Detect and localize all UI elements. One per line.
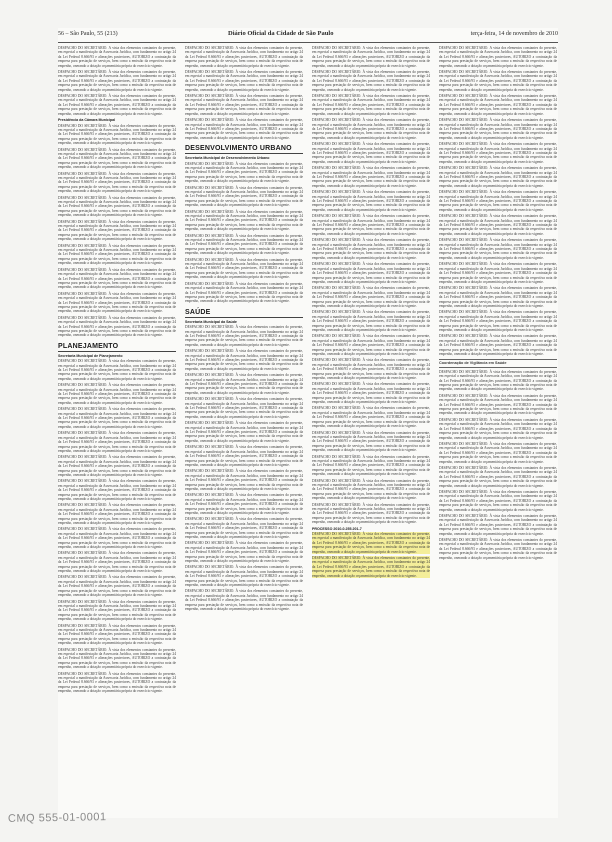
- article-text: DESPACHO DO SECRETÁRIO. À vista dos elementos constantes do presente, em especial a manifestação da Assessoria Jurídica, com fundamento no artigo 24 da Lei Federal 8.666/93 e alterações posteriores, AUTORIZO a contratação da empresa para prestação de serviços, bem como a emissão da respectiva nota de empenho, onerando a dotação orçamentária própria do exercício vigente.: [312, 70, 430, 92]
- article-text: DESPACHO DO SECRETÁRIO. À vista dos elementos constantes do presente, em especial a manifestação da Assessoria Jurídica, com fundamento no artigo 24 da Lei Federal 8.666/93 e alterações posteriores, AUTORIZO a contratação da empresa para prestação de serviços, bem como a emissão da respectiva nota de empenho, onerando a dotação orçamentária própria do exercício vigente.: [185, 94, 303, 116]
- article-text: DESPACHO DO SECRETÁRIO. À vista dos elementos constantes do presente, em especial a manifestação da Assessoria Jurídica, com fundamento no artigo 24 da Lei Federal 8.666/93 e alterações posteriores, AUTORIZO a contratação da empresa para prestação de serviços, bem como a emissão da respectiva nota de empenho, onerando a dotação orçamentária própria do exercício vigente.: [185, 469, 303, 491]
- article-text: DESPACHO DO SECRETÁRIO. À vista dos elementos constantes do presente, em especial a manifestação da Assessoria Jurídica, com fundamento no artigo 24 da Lei Federal 8.666/93 e alterações posteriores, AUTORIZO a contratação da empresa para prestação de serviços, bem como a emissão da respectiva nota de empenho, onerando a dotação orçamentária própria do exercício vigente.: [439, 393, 557, 416]
- article-text: DESPACHO DO SECRETÁRIO. À vista dos elementos constantes do presente, em especial a manifestação da Assessoria Jurídica, com fundamento no artigo 24 da Lei Federal 8.666/93 e alterações posteriores, AUTORIZO a contratação da empresa para prestação de serviços, bem como a emissão da respectiva nota de empenho, onerando a dotação orçamentária própria do exercício vigente.: [312, 382, 430, 405]
- article-text: DESPACHO DO SECRETÁRIO. À vista dos elementos constantes do presente, em especial a manifestação da Assessoria Jurídica, com fundamento no artigo 24 da Lei Federal 8.666/93 e alterações posteriores, AUTORIZO a contratação da empresa para prestação de serviços, bem como a emissão da respectiva nota de empenho, onerando a dotação orçamentária própria do exercício vigente.: [58, 407, 176, 429]
- article-text: DESPACHO DO SECRETÁRIO. À vista dos elementos constantes do presente, em especial a manifestação da Assessoria Jurídica, com fundamento no artigo 24 da Lei Federal 8.666/93 e alterações posteriores, AUTORIZO a contratação da empresa para prestação de serviços, bem como a emissão da respectiva nota de empenho, onerando a dotação orçamentária própria do exercício vigente.: [58, 267, 176, 290]
- publication-date: terça-feira, 14 de novembro de 2010: [470, 31, 558, 37]
- article-text: DESPACHO DO SECRETÁRIO. À vista dos elementos constantes do presente, em especial a manifestação da Assessoria Jurídica, com fundamento no artigo 24 da Lei Federal 8.666/93 e alterações posteriores, AUTORIZO a contratação da empresa para prestação de serviços, bem como a emissão da respectiva nota de empenho, onerando a dotação orçamentária própria do exercício vigente.: [185, 209, 303, 232]
- article-text: DESPACHO DO SECRETÁRIO. À vista dos elementos constantes do presente, em especial a manifestação da Assessoria Jurídica, com fundamento no artigo 24 da Lei Federal 8.666/93 e alterações posteriores, AUTORIZO a contratação da empresa para prestação de serviços, bem como a emissão da respectiva nota de empenho, onerando a dotação orçamentária própria do exercício vigente.: [185, 257, 303, 280]
- column-2: [185, 46, 303, 816]
- article-text: DESPACHO DO SECRETÁRIO. À vista dos elementos constantes do presente, em especial a manifestação da Assessoria Jurídica, com fundamento no artigo 24 da Lei Federal 8.666/93 e alterações posteriores, AUTORIZO a contratação da empresa para prestação de serviços, bem como a emissão da respectiva nota de empenho, onerando a dotação orçamentária própria do exercício vigente.: [58, 315, 176, 338]
- article-text: DESPACHO DO SECRETÁRIO. À vista dos elementos constantes do presente, em especial a manifestação da Assessoria Jurídica, com fundamento no artigo 24 da Lei Federal 8.666/93 e alterações posteriores, AUTORIZO a contratação da empresa para prestação de serviços, bem como a emissão da respectiva nota de empenho, onerando a dotação orçamentária própria do exercício vigente.: [439, 238, 557, 260]
- article-text: DESPACHO DO SECRETÁRIO. À vista dos elementos constantes do presente, em especial a manifestação da Assessoria Jurídica, com fundamento no artigo 24 da Lei Federal 8.666/93 e alterações posteriores, AUTORIZO a contratação da empresa para prestação de serviços, bem como a emissão da respectiva nota de empenho, onerando a dotação orçamentária própria do exercício vigente.: [439, 441, 557, 464]
- section-title-saude: SAÚDE: [185, 308, 303, 318]
- article-text: DESPACHO DO SECRETÁRIO. À vista dos elementos constantes do presente, em especial a manifestação da Assessoria Jurídica, com fundamento no artigo 24 da Lei Federal 8.666/93 e alterações posteriores, AUTORIZO a contratação da empresa para prestação de serviços, bem como a emissão da respectiva nota de empenho, onerando a dotação orçamentária própria do exercício vigente.: [58, 455, 176, 477]
- article-text: DESPACHO DO SECRETÁRIO. À vista dos elementos constantes do presente, em especial a manifestação da Assessoria Jurídica, com fundamento no artigo 24 da Lei Federal 8.666/93 e alterações posteriores, AUTORIZO a contratação da empresa para prestação de serviços, bem como a emissão da respectiva nota de empenho, onerando a dotação orçamentária própria do exercício vigente.: [439, 70, 557, 92]
- article-text: DESPACHO DO SECRETÁRIO. À vista dos elementos constantes do presente, em especial a manifestação da Assessoria Jurídica, com fundamento no artigo 24 da Lei Federal 8.666/93 e alterações posteriores, AUTORIZO a contratação da empresa para prestação de serviços, bem como a emissão da respectiva nota de empenho, onerando a dotação orçamentária própria do exercício vigente.: [58, 551, 176, 574]
- article-text: DESPACHO DO SECRETÁRIO. À vista dos elementos constantes do presente, em especial a manifestação da Assessoria Jurídica, com fundamento no artigo 24 da Lei Federal 8.666/93 e alterações posteriores, AUTORIZO a contratação da empresa para prestação de serviços, bem como a emissão da respectiva nota de empenho, onerando a dotação orçamentária própria do exercício vigente.: [312, 118, 430, 140]
- article-text: DESPACHO DO SECRETÁRIO. À vista dos elementos constantes do presente, em especial a manifestação da Assessoria Jurídica, com fundamento no artigo 24 da Lei Federal 8.666/93 e alterações posteriores, AUTORIZO a contratação da empresa para prestação de serviços, bem como a emissão da respectiva nota de empenho, onerando a dotação orçamentária própria do exercício vigente.: [185, 397, 303, 419]
- section-title-planejamento: PLANEJAMENTO: [58, 342, 176, 352]
- article-text: DESPACHO DO SECRETÁRIO. À vista dos elementos constantes do presente, em especial a manifestação da Assessoria Jurídica, com fundamento no artigo 24 da Lei Federal 8.666/93 e alterações posteriores, AUTORIZO a contratação da empresa para prestação de serviços, bem como a emissão da respectiva nota de empenho, onerando a dotação orçamentária própria do exercício vigente.: [439, 465, 557, 488]
- article-text: DESPACHO DO SECRETÁRIO. À vista dos elementos constantes do presente, em especial a manifestação da Assessoria Jurídica, com fundamento no artigo 24 da Lei Federal 8.666/93 e alterações posteriores, AUTORIZO a contratação da empresa para prestação de serviços, bem como a emissão da respectiva nota de empenho, onerando a dotação orçamentária própria do exercício vigente.: [312, 406, 430, 429]
- article-text: DESPACHO DO SECRETÁRIO. À vista dos elementos constantes do presente, em especial a manifestação da Assessoria Jurídica, com fundamento no artigo 24 da Lei Federal 8.666/93 e alterações posteriores, AUTORIZO a contratação da empresa para prestação de serviços, bem como a emissão da respectiva nota de empenho, onerando a dotação orçamentária própria do exercício vigente.: [58, 503, 176, 525]
- article-text: DESPACHO DO SECRETÁRIO. À vista dos elementos constantes do presente, em especial a manifestação da Assessoria Jurídica, com fundamento no artigo 24 da Lei Federal 8.666/93 e alterações posteriores, AUTORIZO a contratação da empresa para prestação de serviços, bem como a emissão da respectiva nota de empenho, onerando a dotação orçamentária própria do exercício vigente.: [185, 493, 303, 515]
- article-text: DESPACHO DO SECRETÁRIO. À vista dos elementos constantes do presente, em especial a manifestação da Assessoria Jurídica, com fundamento no artigo 24 da Lei Federal 8.666/93 e alterações posteriores, AUTORIZO a contratação da empresa para prestação de serviços, bem como a emissão da respectiva nota de empenho, onerando a dotação orçamentária própria do exercício vigente.: [439, 190, 557, 212]
- article-text: DESPACHO DO SECRETÁRIO. À vista dos elementos constantes do presente, em especial a manifestação da Assessoria Jurídica, com fundamento no artigo 24 da Lei Federal 8.666/93 e alterações posteriores, AUTORIZO a contratação da empresa para prestação de serviços, bem como a emissão da respectiva nota de empenho, onerando a dotação orçamentária própria do exercício vigente.: [185, 589, 303, 612]
- article-text: DESPACHO DO SECRETÁRIO. À vista dos elementos constantes do presente, em especial a manifestação da Assessoria Jurídica, com fundamento no artigo 24 da Lei Federal 8.666/93 e alterações posteriores, AUTORIZO a contratação da empresa para prestação de serviços, bem como a emissão da respectiva nota de empenho, onerando a dotação orçamentária própria do exercício vigente.: [58, 46, 176, 68]
- article-text: DESPACHO DO SECRETÁRIO. À vista dos elementos constantes do presente, em especial a manifestação da Assessoria Jurídica, com fundamento no artigo 24 da Lei Federal 8.666/93 e alterações posteriores, AUTORIZO a contratação da empresa para prestação de serviços, bem como a emissão da respectiva nota de empenho, onerando a dotação orçamentária própria do exercício vigente.: [58, 671, 176, 694]
- article-text: DESPACHO DO SECRETÁRIO. À vista dos elementos constantes do presente, em especial a manifestação da Assessoria Jurídica, com fundamento no artigo 24 da Lei Federal 8.666/93 e alterações posteriores, AUTORIZO a contratação da empresa para prestação de serviços, bem como a emissão da respectiva nota de empenho, onerando a dotação orçamentária própria do exercício vigente.: [185, 445, 303, 467]
- article-text: DESPACHO DO SECRETÁRIO. À vista dos elementos constantes do presente, em especial a manifestação da Assessoria Jurídica, com fundamento no artigo 24 da Lei Federal 8.666/93 e alterações posteriores, AUTORIZO a contratação da empresa para prestação de serviços, bem como a emissão da respectiva nota de empenho, onerando a dotação orçamentária própria do exercício vigente.: [312, 454, 430, 477]
- article-text: DESPACHO DO SECRETÁRIO. À vista dos elementos constantes do presente, em especial a manifestação da Assessoria Jurídica, com fundamento no artigo 24 da Lei Federal 8.666/93 e alterações posteriores, AUTORIZO a contratação da empresa para prestação de serviços, bem como a emissão da respectiva nota de empenho, onerando a dotação orçamentária própria do exercício vigente.: [439, 369, 557, 392]
- article-text: DESPACHO DO SECRETÁRIO. À vista dos elementos constantes do presente, em especial a manifestação da Assessoria Jurídica, com fundamento no artigo 24 da Lei Federal 8.666/93 e alterações posteriores, AUTORIZO a contratação da empresa para prestação de serviços, bem como a emissão da respectiva nota de empenho, onerando a dotação orçamentária própria do exercício vigente.: [312, 166, 430, 188]
- article-text: DESPACHO DO SECRETÁRIO. À vista dos elementos constantes do presente, em especial a manifestação da Assessoria Jurídica, com fundamento no artigo 24 da Lei Federal 8.666/93 e alterações posteriores, AUTORIZO a contratação da empresa para prestação de serviços, bem como a emissão da respectiva nota de empenho, onerando a dotação orçamentária própria do exercício vigente.: [312, 190, 430, 212]
- article-text: DESPACHO DO SECRETÁRIO. À vista dos elementos constantes do presente, em especial a manifestação da Assessoria Jurídica, com fundamento no artigo 24 da Lei Federal 8.666/93 e alterações posteriores, AUTORIZO a contratação da empresa para prestação de serviços, bem como a emissão da respectiva nota de empenho, onerando a dotação orçamentária própria do exercício vigente.: [439, 262, 557, 284]
- article-text: DESPACHO DO SECRETÁRIO. À vista dos elementos constantes do presente, em especial a manifestação da Assessoria Jurídica, com fundamento no artigo 24 da Lei Federal 8.666/93 e alterações posteriores, AUTORIZO a contratação da empresa para prestação de serviços, bem como a emissão da respectiva nota de empenho, onerando a dotação orçamentária própria do exercício vigente.: [312, 502, 430, 525]
- section-subheading: Secretaria Municipal de Planejamento: [58, 353, 123, 358]
- article-text: DESPACHO DO SECRETÁRIO. À vista dos elementos constantes do presente, em especial a manifestação da Assessoria Jurídica, com fundamento no artigo 24 da Lei Federal 8.666/93 e alterações posteriores, AUTORIZO a contratação da empresa para prestação de serviços, bem como a emissão da respectiva nota de empenho, onerando a dotação orçamentária própria do exercício vigente.: [185, 541, 303, 564]
- section-box-header: Coordenação de Vigilância em Saúde: [439, 359, 557, 367]
- article-text: DESPACHO DO SECRETÁRIO. À vista dos elementos constantes do presente, em especial a manifestação da Assessoria Jurídica, com fundamento no artigo 24 da Lei Federal 8.666/93 e alterações posteriores, AUTORIZO a contratação da empresa para prestação de serviços, bem como a emissão da respectiva nota de empenho, onerando a dotação orçamentária própria do exercício vigente.: [185, 233, 303, 256]
- article-text: DESPACHO DO SECRETÁRIO. À vista dos elementos constantes do presente, em especial a manifestação da Assessoria Jurídica, com fundamento no artigo 24 da Lei Federal 8.666/93 e alterações posteriores, AUTORIZO a contratação da empresa para prestação de serviços, bem como a emissão da respectiva nota de empenho, onerando a dotação orçamentária própria do exercício vigente.: [58, 171, 176, 194]
- article-text: DESPACHO DO SECRETÁRIO. À vista dos elementos constantes do presente, em especial a manifestação da Assessoria Jurídica, com fundamento no artigo 24 da Lei Federal 8.666/93 e alterações posteriores, AUTORIZO a contratação da empresa para prestação de serviços, bem como a emissão da respectiva nota de empenho, onerando a dotação orçamentária própria do exercício vigente.: [58, 575, 176, 598]
- handwritten-stamp: CMQ 555-01-0001: [7, 811, 107, 825]
- article-text: DESPACHO DO SECRETÁRIO. À vista dos elementos constantes do presente, em especial a manifestação da Assessoria Jurídica, com fundamento no artigo 24 da Lei Federal 8.666/93 e alterações posteriores, AUTORIZO a contratação da empresa para prestação de serviços, bem como a emissão da respectiva nota de empenho, onerando a dotação orçamentária própria do exercício vigente.: [185, 161, 303, 184]
- article-text: DESPACHO DO SECRETÁRIO. À vista dos elementos constantes do presente, em especial a manifestação da Assessoria Jurídica, com fundamento no artigo 24 da Lei Federal 8.666/93 e alterações posteriores, AUTORIZO a contratação da empresa para prestação de serviços, bem como a emissão da respectiva nota de empenho, onerando a dotação orçamentária própria do exercício vigente.: [58, 291, 176, 314]
- article-text: DESPACHO DO SECRETÁRIO. À vista dos elementos constantes do presente, em especial a manifestação da Assessoria Jurídica, com fundamento no artigo 24 da Lei Federal 8.666/93 e alterações posteriores, AUTORIZO a contratação da empresa para prestação de serviços, bem como a emissão da respectiva nota de empenho, onerando a dotação orçamentária própria do exercício vigente.: [439, 142, 557, 164]
- article-text: DESPACHO DO SECRETÁRIO. À vista dos elementos constantes do presente, em especial a manifestação da Assessoria Jurídica, com fundamento no artigo 24 da Lei Federal 8.666/93 e alterações posteriores, AUTORIZO a contratação da empresa para prestação de serviços, bem como a emissão da respectiva nota de empenho, onerando a dotação orçamentária própria do exercício vigente.: [58, 479, 176, 501]
- article-text: DESPACHO DO SECRETÁRIO. À vista dos elementos constantes do presente, em especial a manifestação da Assessoria Jurídica, com fundamento no artigo 24 da Lei Federal 8.666/93 e alterações posteriores, AUTORIZO a contratação da empresa para prestação de serviços, bem como a emissão da respectiva nota de empenho, onerando a dotação orçamentária própria do exercício vigente.: [58, 94, 176, 116]
- article-text: DESPACHO DO SECRETÁRIO. À vista dos elementos constantes do presente, em especial a manifestação da Assessoria Jurídica, com fundamento no artigo 24 da Lei Federal 8.666/93 e alterações posteriores, AUTORIZO a contratação da empresa para prestação de serviços, bem como a emissão da respectiva nota de empenho, onerando a dotação orçamentária própria do exercício vigente.: [312, 214, 430, 236]
- article-text: DESPACHO DO SECRETÁRIO. À vista dos elementos constantes do presente, em especial a manifestação da Assessoria Jurídica, com fundamento no artigo 24 da Lei Federal 8.666/93 e alterações posteriores, AUTORIZO a contratação da empresa para prestação de serviços, bem como a emissão da respectiva nota de empenho, onerando a dotação orçamentária própria do exercício vigente.: [312, 142, 430, 164]
- article-text: DESPACHO DO SECRETÁRIO. À vista dos elementos constantes do presente, em especial a manifestação da Assessoria Jurídica, com fundamento no artigo 24 da Lei Federal 8.666/93 e alterações posteriores, AUTORIZO a contratação da empresa para prestação de serviços, bem como a emissão da respectiva nota de empenho, onerando a dotação orçamentária própria do exercício vigente.: [312, 310, 430, 332]
- article-text: DESPACHO DO SECRETÁRIO. À vista dos elementos constantes do presente, em especial a manifestação da Assessoria Jurídica, com fundamento no artigo 24 da Lei Federal 8.666/93 e alterações posteriores, AUTORIZO a contratação da empresa para prestação de serviços, bem como a emissão da respectiva nota de empenho, onerando a dotação orçamentária própria do exercício vigente.: [312, 334, 430, 356]
- highlighted-text: DESPACHO DO SECRETÁRIO. À vista dos elementos constantes do presente, em especial a manifestação da Assessoria Jurídica, com fundamento no artigo 24 da Lei Federal 8.666/93 e alterações posteriores, AUTORIZO a contratação da empresa para prestação de serviços, bem como a emissão da respectiva nota de empenho, onerando a dotação orçamentária própria do exercício vigente.: [312, 556, 430, 578]
- section-title-desenvolvimento: DESENVOLVIMENTO URBANO: [185, 144, 303, 154]
- article-text: DESPACHO DO SECRETÁRIO. À vista dos elementos constantes do presente, em especial a manifestação da Assessoria Jurídica, com fundamento no artigo 24 da Lei Federal 8.666/93 e alterações posteriores, AUTORIZO a contratação da empresa para prestação de serviços, bem como a emissão da respectiva nota de empenho, onerando a dotação orçamentária própria do exercício vigente.: [185, 185, 303, 208]
- article-text: DESPACHO DO SECRETÁRIO. À vista dos elementos constantes do presente, em especial a manifestação da Assessoria Jurídica, com fundamento no artigo 24 da Lei Federal 8.666/93 e alterações posteriores, AUTORIZO a contratação da empresa para prestação de serviços, bem como a emissão da respectiva nota de empenho, onerando a dotação orçamentária própria do exercício vigente.: [185, 118, 303, 140]
- article-text: DESPACHO DO SECRETÁRIO. À vista dos elementos constantes do presente, em especial a manifestação da Assessoria Jurídica, com fundamento no artigo 24 da Lei Federal 8.666/93 e alterações posteriores, AUTORIZO a contratação da empresa para prestação de serviços, bem como a emissão da respectiva nota de empenho, onerando a dotação orçamentária própria do exercício vigente.: [58, 359, 176, 381]
- article-text: DESPACHO DO SECRETÁRIO. À vista dos elementos constantes do presente, em especial a manifestação da Assessoria Jurídica, com fundamento no artigo 24 da Lei Federal 8.666/93 e alterações posteriores, AUTORIZO a contratação da empresa para prestação de serviços, bem como a emissão da respectiva nota de empenho, onerando a dotação orçamentária própria do exercício vigente.: [312, 358, 430, 381]
- newspaper-page: [58, 28, 558, 818]
- article-text: DESPACHO DO SECRETÁRIO. À vista dos elementos constantes do presente, em especial a manifestação da Assessoria Jurídica, com fundamento no artigo 24 da Lei Federal 8.666/93 e alterações posteriores, AUTORIZO a contratação da empresa para prestação de serviços, bem como a emissão da respectiva nota de empenho, onerando a dotação orçamentária própria do exercício vigente.: [58, 599, 176, 622]
- article-text: DESPACHO DO SECRETÁRIO. À vista dos elementos constantes do presente, em especial a manifestação da Assessoria Jurídica, com fundamento no artigo 24 da Lei Federal 8.666/93 e alterações posteriores, AUTORIZO a contratação da empresa para prestação de serviços, bem como a emissão da respectiva nota de empenho, onerando a dotação orçamentária própria do exercício vigente.: [439, 46, 557, 68]
- article-text: DESPACHO DO SECRETÁRIO. À vista dos elementos constantes do presente, em especial a manifestação da Assessoria Jurídica, com fundamento no artigo 24 da Lei Federal 8.666/93 e alterações posteriores, AUTORIZO a contratação da empresa para prestação de serviços, bem como a emissão da respectiva nota de empenho, onerando a dotação orçamentária própria do exercício vigente.: [58, 147, 176, 170]
- column-3: [312, 46, 430, 816]
- section-subheading: Secretaria Municipal da Saúde: [185, 319, 237, 324]
- article-text: DESPACHO DO SECRETÁRIO. À vista dos elementos constantes do presente, em especial a manifestação da Assessoria Jurídica, com fundamento no artigo 24 da Lei Federal 8.666/93 e alterações posteriores, AUTORIZO a contratação da empresa para prestação de serviços, bem como a emissão da respectiva nota de empenho, onerando a dotação orçamentária própria do exercício vigente.: [185, 565, 303, 588]
- article-text: DESPACHO DO SECRETÁRIO. À vista dos elementos constantes do presente, em especial a manifestação da Assessoria Jurídica, com fundamento no artigo 24 da Lei Federal 8.666/93 e alterações posteriores, AUTORIZO a contratação da empresa para prestação de serviços, bem como a emissão da respectiva nota de empenho, onerando a dotação orçamentária própria do exercício vigente.: [58, 623, 176, 646]
- column-4: [439, 46, 557, 816]
- article-text: DESPACHO DO SECRETÁRIO. À vista dos elementos constantes do presente, em especial a manifestação da Assessoria Jurídica, com fundamento no artigo 24 da Lei Federal 8.666/93 e alterações posteriores, AUTORIZO a contratação da empresa para prestação de serviços, bem como a emissão da respectiva nota de empenho, onerando a dotação orçamentária própria do exercício vigente.: [439, 310, 557, 332]
- article-text: DESPACHO DO SECRETÁRIO. À vista dos elementos constantes do presente, em especial a manifestação da Assessoria Jurídica, com fundamento no artigo 24 da Lei Federal 8.666/93 e alterações posteriores, AUTORIZO a contratação da empresa para prestação de serviços, bem como a emissão da respectiva nota de empenho, onerando a dotação orçamentária própria do exercício vigente.: [312, 286, 430, 308]
- article-text: DESPACHO DO SECRETÁRIO. À vista dos elementos constantes do presente, em especial a manifestação da Assessoria Jurídica, com fundamento no artigo 24 da Lei Federal 8.666/93 e alterações posteriores, AUTORIZO a contratação da empresa para prestação de serviços, bem como a emissão da respectiva nota de empenho, onerando a dotação orçamentária própria do exercício vigente.: [58, 70, 176, 92]
- article-text: DESPACHO DO SECRETÁRIO. À vista dos elementos constantes do presente, em especial a manifestação da Assessoria Jurídica, com fundamento no artigo 24 da Lei Federal 8.666/93 e alterações posteriores, AUTORIZO a contratação da empresa para prestação de serviços, bem como a emissão da respectiva nota de empenho, onerando a dotação orçamentária própria do exercício vigente.: [185, 421, 303, 443]
- article-text: DESPACHO DO SECRETÁRIO. À vista dos elementos constantes do presente, em especial a manifestação da Assessoria Jurídica, com fundamento no artigo 24 da Lei Federal 8.666/93 e alterações posteriores, AUTORIZO a contratação da empresa para prestação de serviços, bem como a emissão da respectiva nota de empenho, onerando a dotação orçamentária própria do exercício vigente.: [312, 94, 430, 116]
- article-text: DESPACHO DO SECRETÁRIO. À vista dos elementos constantes do presente, em especial a manifestação da Assessoria Jurídica, com fundamento no artigo 24 da Lei Federal 8.666/93 e alterações posteriores, AUTORIZO a contratação da empresa para prestação de serviços, bem como a emissão da respectiva nota de empenho, onerando a dotação orçamentária própria do exercício vigente.: [185, 281, 303, 304]
- article-text: DESPACHO DO SECRETÁRIO. À vista dos elementos constantes do presente, em especial a manifestação da Assessoria Jurídica, com fundamento no artigo 24 da Lei Federal 8.666/93 e alterações posteriores, AUTORIZO a contratação da empresa para prestação de serviços, bem como a emissão da respectiva nota de empenho, onerando a dotação orçamentária própria do exercício vigente.: [185, 517, 303, 539]
- article-text: DESPACHO DO SECRETÁRIO. À vista dos elementos constantes do presente, em especial a manifestação da Assessoria Jurídica, com fundamento no artigo 24 da Lei Federal 8.666/93 e alterações posteriores, AUTORIZO a contratação da empresa para prestação de serviços, bem como a emissão da respectiva nota de empenho, onerando a dotação orçamentária própria do exercício vigente.: [312, 478, 430, 501]
- article-text: DESPACHO DO SECRETÁRIO. À vista dos elementos constantes do presente, em especial a manifestação da Assessoria Jurídica, com fundamento no artigo 24 da Lei Federal 8.666/93 e alterações posteriores, AUTORIZO a contratação da empresa para prestação de serviços, bem como a emissão da respectiva nota de empenho, onerando a dotação orçamentária própria do exercício vigente.: [58, 243, 176, 266]
- article-text: DESPACHO DO SECRETÁRIO. À vista dos elementos constantes do presente, em especial a manifestação da Assessoria Jurídica, com fundamento no artigo 24 da Lei Federal 8.666/93 e alterações posteriores, AUTORIZO a contratação da empresa para prestação de serviços, bem como a emissão da respectiva nota de empenho, onerando a dotação orçamentária própria do exercício vigente.: [439, 286, 557, 308]
- article-text: DESPACHO DO SECRETÁRIO. À vista dos elementos constantes do presente, em especial a manifestação da Assessoria Jurídica, com fundamento no artigo 24 da Lei Federal 8.666/93 e alterações posteriores, AUTORIZO a contratação da empresa para prestação de serviços, bem como a emissão da respectiva nota de empenho, onerando a dotação orçamentária própria do exercício vigente.: [439, 334, 557, 356]
- section-subheading: PROCESSO 2010-0.255.201-7: [312, 526, 362, 531]
- article-text: DESPACHO DO SECRETÁRIO. À vista dos elementos constantes do presente, em especial a manifestação da Assessoria Jurídica, com fundamento no artigo 24 da Lei Federal 8.666/93 e alterações posteriores, AUTORIZO a contratação da empresa para prestação de serviços, bem como a emissão da respectiva nota de empenho, onerando a dotação orçamentária própria do exercício vigente.: [58, 647, 176, 670]
- article-text: DESPACHO DO SECRETÁRIO. À vista dos elementos constantes do presente, em especial a manifestação da Assessoria Jurídica, com fundamento no artigo 24 da Lei Federal 8.666/93 e alterações posteriores, AUTORIZO a contratação da empresa para prestação de serviços, bem como a emissão da respectiva nota de empenho, onerando a dotação orçamentária própria do exercício vigente.: [312, 430, 430, 453]
- article-text: DESPACHO DO SECRETÁRIO. À vista dos elementos constantes do presente, em especial a manifestação da Assessoria Jurídica, com fundamento no artigo 24 da Lei Federal 8.666/93 e alterações posteriores, AUTORIZO a contratação da empresa para prestação de serviços, bem como a emissão da respectiva nota de empenho, onerando a dotação orçamentária própria do exercício vigente.: [439, 489, 557, 512]
- article-text: DESPACHO DO SECRETÁRIO. À vista dos elementos constantes do presente, em especial a manifestação da Assessoria Jurídica, com fundamento no artigo 24 da Lei Federal 8.666/93 e alterações posteriores, AUTORIZO a contratação da empresa para prestação de serviços, bem como a emissão da respectiva nota de empenho, onerando a dotação orçamentária própria do exercício vigente.: [439, 166, 557, 188]
- article-text: DESPACHO DO SECRETÁRIO. À vista dos elementos constantes do presente, em especial a manifestação da Assessoria Jurídica, com fundamento no artigo 24 da Lei Federal 8.666/93 e alterações posteriores, AUTORIZO a contratação da empresa para prestação de serviços, bem como a emissão da respectiva nota de empenho, onerando a dotação orçamentária própria do exercício vigente.: [185, 325, 303, 347]
- section-subheading: Secretaria Municipal de Desenvolvimento Urbano: [185, 156, 270, 161]
- article-text: DESPACHO DO SECRETÁRIO. À vista dos elementos constantes do presente, em especial a manifestação da Assessoria Jurídica, com fundamento no artigo 24 da Lei Federal 8.666/93 e alterações posteriores, AUTORIZO a contratação da empresa para prestação de serviços, bem como a emissão da respectiva nota de empenho, onerando a dotação orçamentária própria do exercício vigente.: [58, 219, 176, 242]
- article-text: DESPACHO DO SECRETÁRIO. À vista dos elementos constantes do presente, em especial a manifestação da Assessoria Jurídica, com fundamento no artigo 24 da Lei Federal 8.666/93 e alterações posteriores, AUTORIZO a contratação da empresa para prestação de serviços, bem como a emissão da respectiva nota de empenho, onerando a dotação orçamentária própria do exercício vigente.: [58, 123, 176, 146]
- section-subheading: Presidência da Câmara Municipal: [58, 118, 116, 123]
- article-text: DESPACHO DO SECRETÁRIO. À vista dos elementos constantes do presente, em especial a manifestação da Assessoria Jurídica, com fundamento no artigo 24 da Lei Federal 8.666/93 e alterações posteriores, AUTORIZO a contratação da empresa para prestação de serviços, bem como a emissão da respectiva nota de empenho, onerando a dotação orçamentária própria do exercício vigente.: [185, 46, 303, 68]
- article-text: DESPACHO DO SECRETÁRIO. À vista dos elementos constantes do presente, em especial a manifestação da Assessoria Jurídica, com fundamento no artigo 24 da Lei Federal 8.666/93 e alterações posteriores, AUTORIZO a contratação da empresa para prestação de serviços, bem como a emissão da respectiva nota de empenho, onerando a dotação orçamentária própria do exercício vigente.: [439, 214, 557, 236]
- article-text: DESPACHO DO SECRETÁRIO. À vista dos elementos constantes do presente, em especial a manifestação da Assessoria Jurídica, com fundamento no artigo 24 da Lei Federal 8.666/93 e alterações posteriores, AUTORIZO a contratação da empresa para prestação de serviços, bem como a emissão da respectiva nota de empenho, onerando a dotação orçamentária própria do exercício vigente.: [185, 373, 303, 395]
- article-text: DESPACHO DO SECRETÁRIO. À vista dos elementos constantes do presente, em especial a manifestação da Assessoria Jurídica, com fundamento no artigo 24 da Lei Federal 8.666/93 e alterações posteriores, AUTORIZO a contratação da empresa para prestação de serviços, bem como a emissão da respectiva nota de empenho, onerando a dotação orçamentária própria do exercício vigente.: [58, 431, 176, 453]
- highlighted-text: DESPACHO DO SECRETÁRIO. À vista dos elementos constantes do presente, em especial a manifestação da Assessoria Jurídica, com fundamento no artigo 24 da Lei Federal 8.666/93 e alterações posteriores, AUTORIZO a contratação da empresa para prestação de serviços, bem como a emissão da respectiva nota de empenho, onerando a dotação orçamentária própria do exercício vigente.: [312, 532, 430, 554]
- article-text: DESPACHO DO SECRETÁRIO. À vista dos elementos constantes do presente, em especial a manifestação da Assessoria Jurídica, com fundamento no artigo 24 da Lei Federal 8.666/93 e alterações posteriores, AUTORIZO a contratação da empresa para prestação de serviços, bem como a emissão da respectiva nota de empenho, onerando a dotação orçamentária própria do exercício vigente.: [185, 70, 303, 92]
- article-text: DESPACHO DO SECRETÁRIO. À vista dos elementos constantes do presente, em especial a manifestação da Assessoria Jurídica, com fundamento no artigo 24 da Lei Federal 8.666/93 e alterações posteriores, AUTORIZO a contratação da empresa para prestação de serviços, bem como a emissão da respectiva nota de empenho, onerando a dotação orçamentária própria do exercício vigente.: [439, 94, 557, 116]
- article-text: DESPACHO DO SECRETÁRIO. À vista dos elementos constantes do presente, em especial a manifestação da Assessoria Jurídica, com fundamento no artigo 24 da Lei Federal 8.666/93 e alterações posteriores, AUTORIZO a contratação da empresa para prestação de serviços, bem como a emissão da respectiva nota de empenho, onerando a dotação orçamentária própria do exercício vigente.: [312, 46, 430, 68]
- article-text: DESPACHO DO SECRETÁRIO. À vista dos elementos constantes do presente, em especial a manifestação da Assessoria Jurídica, com fundamento no artigo 24 da Lei Federal 8.666/93 e alterações posteriores, AUTORIZO a contratação da empresa para prestação de serviços, bem como a emissão da respectiva nota de empenho, onerando a dotação orçamentária própria do exercício vigente.: [58, 383, 176, 405]
- article-text: DESPACHO DO SECRETÁRIO. À vista dos elementos constantes do presente, em especial a manifestação da Assessoria Jurídica, com fundamento no artigo 24 da Lei Federal 8.666/93 e alterações posteriores, AUTORIZO a contratação da empresa para prestação de serviços, bem como a emissão da respectiva nota de empenho, onerando a dotação orçamentária própria do exercício vigente.: [439, 538, 557, 560]
- article-text: DESPACHO DO SECRETÁRIO. À vista dos elementos constantes do presente, em especial a manifestação da Assessoria Jurídica, com fundamento no artigo 24 da Lei Federal 8.666/93 e alterações posteriores, AUTORIZO a contratação da empresa para prestação de serviços, bem como a emissão da respectiva nota de empenho, onerando a dotação orçamentária própria do exercício vigente.: [439, 417, 557, 440]
- article-text: DESPACHO DO SECRETÁRIO. À vista dos elementos constantes do presente, em especial a manifestação da Assessoria Jurídica, com fundamento no artigo 24 da Lei Federal 8.666/93 e alterações posteriores, AUTORIZO a contratação da empresa para prestação de serviços, bem como a emissão da respectiva nota de empenho, onerando a dotação orçamentária própria do exercício vigente.: [312, 238, 430, 260]
- article-text: DESPACHO DO SECRETÁRIO. À vista dos elementos constantes do presente, em especial a manifestação da Assessoria Jurídica, com fundamento no artigo 24 da Lei Federal 8.666/93 e alterações posteriores, AUTORIZO a contratação da empresa para prestação de serviços, bem como a emissão da respectiva nota de empenho, onerando a dotação orçamentária própria do exercício vigente.: [185, 349, 303, 371]
- article-text: DESPACHO DO SECRETÁRIO. À vista dos elementos constantes do presente, em especial a manifestação da Assessoria Jurídica, com fundamento no artigo 24 da Lei Federal 8.666/93 e alterações posteriores, AUTORIZO a contratação da empresa para prestação de serviços, bem como a emissão da respectiva nota de empenho, onerando a dotação orçamentária própria do exercício vigente.: [312, 262, 430, 284]
- publication-title: Diário Oficial da Cidade de São Paulo: [228, 30, 334, 37]
- page-number: 56 – São Paulo, 55 (213): [58, 31, 118, 37]
- page-header: [58, 28, 558, 43]
- article-text: DESPACHO DO SECRETÁRIO. À vista dos elementos constantes do presente, em especial a manifestação da Assessoria Jurídica, com fundamento no artigo 24 da Lei Federal 8.666/93 e alterações posteriores, AUTORIZO a contratação da empresa para prestação de serviços, bem como a emissão da respectiva nota de empenho, onerando a dotação orçamentária própria do exercício vigente.: [58, 527, 176, 550]
- article-text: DESPACHO DO SECRETÁRIO. À vista dos elementos constantes do presente, em especial a manifestação da Assessoria Jurídica, com fundamento no artigo 24 da Lei Federal 8.666/93 e alterações posteriores, AUTORIZO a contratação da empresa para prestação de serviços, bem como a emissão da respectiva nota de empenho, onerando a dotação orçamentária própria do exercício vigente.: [439, 118, 557, 140]
- article-text: DESPACHO DO SECRETÁRIO. À vista dos elementos constantes do presente, em especial a manifestação da Assessoria Jurídica, com fundamento no artigo 24 da Lei Federal 8.666/93 e alterações posteriores, AUTORIZO a contratação da empresa para prestação de serviços, bem como a emissão da respectiva nota de empenho, onerando a dotação orçamentária própria do exercício vigente.: [58, 195, 176, 218]
- column-1: [58, 46, 176, 816]
- article-text: DESPACHO DO SECRETÁRIO. À vista dos elementos constantes do presente, em especial a manifestação da Assessoria Jurídica, com fundamento no artigo 24 da Lei Federal 8.666/93 e alterações posteriores, AUTORIZO a contratação da empresa para prestação de serviços, bem como a emissão da respectiva nota de empenho, onerando a dotação orçamentária própria do exercício vigente.: [439, 514, 557, 536]
